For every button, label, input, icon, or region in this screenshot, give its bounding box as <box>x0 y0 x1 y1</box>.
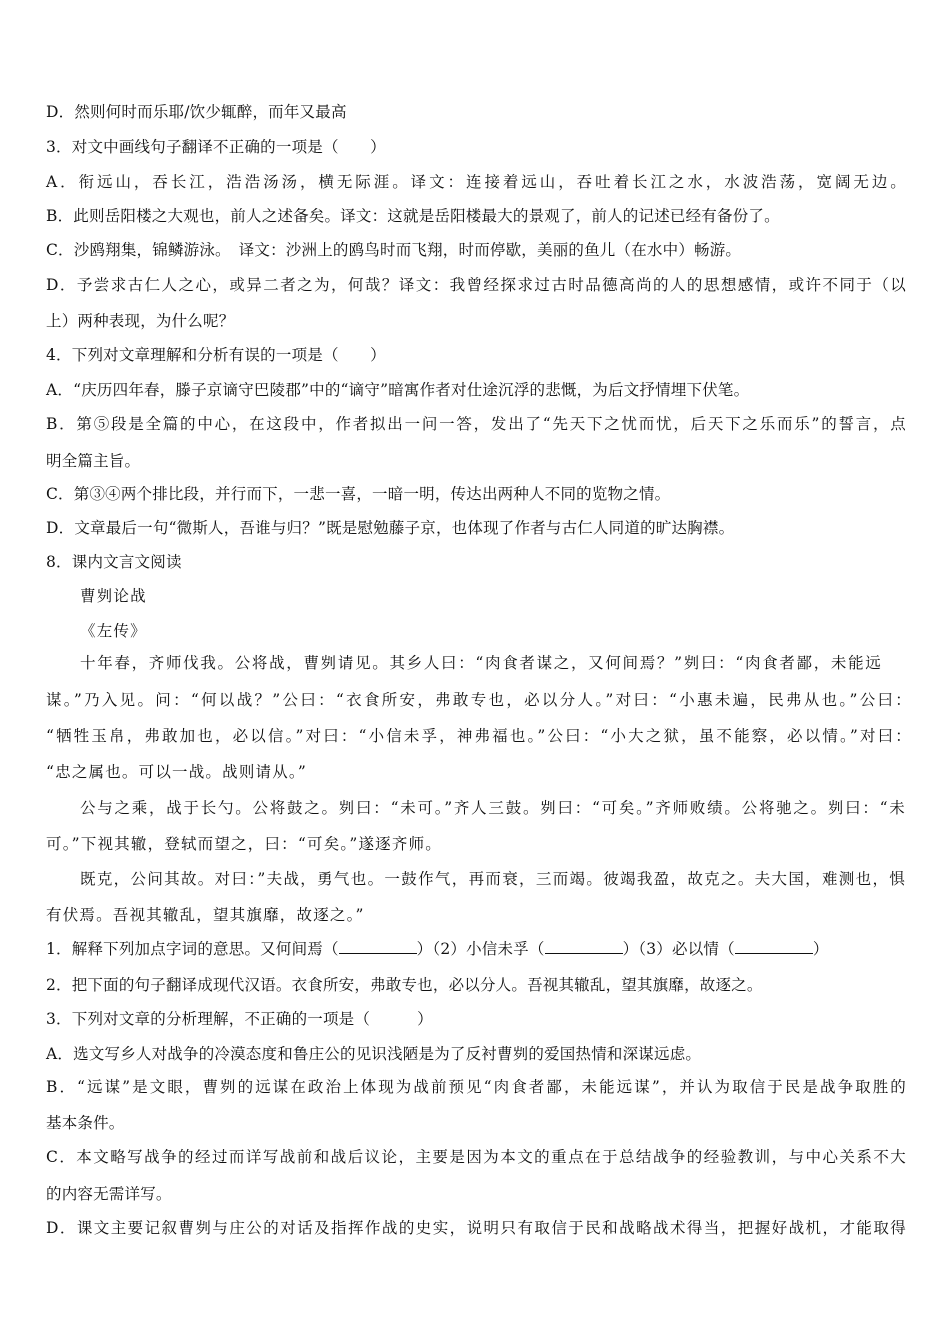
option-c-q3b-line1: C．本文略写战争的经过而详写战前和战后议论，主要是因为本文的重点在于总结战争的经验教训，与中心关系不大 <box>46 1148 906 1166</box>
passage-title: 曹刿论战 <box>80 587 147 605</box>
question-3-analysis: 3．下列对文章的分析理解，不正确的一项是（ ） <box>46 1010 433 1028</box>
passage-para3-line2: 有伏焉。吾视其辙乱，望其旗靡，故逐之。” <box>46 906 365 924</box>
section-8-heading: 8．课内文言文阅读 <box>46 553 182 571</box>
option-d-q3-line2: 上）两种表现，为什么呢？ <box>46 312 235 330</box>
q1-part2: ）（2）小信未孚（ <box>416 940 545 958</box>
question-1-explain <box>46 939 906 959</box>
question-3-translation: 3．对文中画线句子翻译不正确的一项是（ ） <box>46 138 386 156</box>
passage-para1-line2: 谋。”乃入见。问：“何以战？”公曰：“衣食所安，弗敢专也，必以分人。”对曰：“小惠未遍，民弗从也。”公曰： <box>46 691 912 709</box>
option-b-q3: B．此则岳阳楼之大观也，前人之述备矣。译文：这就是岳阳楼最大的景观了，前人的记述已经有备份了。 <box>46 207 780 225</box>
option-a-q3b: A．选文写乡人对战争的冷漠态度和鲁庄公的见识浅陋是为了反衬曹刿的爱国热情和深谋远虑。 <box>46 1045 702 1063</box>
option-c-q3: C．沙鸥翔集，锦鳞游泳。 译文：沙洲上的鸥鸟时而飞翔，时而停歇，美丽的鱼儿（在水中）畅游。 <box>46 241 742 259</box>
option-b-q3b-line2: 基本条件。 <box>46 1114 125 1132</box>
q1-prompt: 1．解释下列加点字词的意思。又何间焉（ <box>46 940 339 958</box>
option-d-q4: D．文章最后一句“微斯人，吾谁与归？”既是慰勉藤子京，也体现了作者与古仁人同道的旷达胸襟。 <box>46 519 735 537</box>
option-b-q3b-line1: B．“远谋”是文眼，曹刿的远谋在政治上体现为战前预见“肉食者鄙，未能远谋”，并认为取信于民是战争取胜的 <box>46 1078 906 1096</box>
question-4-analysis: 4．下列对文章理解和分析有误的一项是（ ） <box>46 346 386 364</box>
option-b-q4-line1: B．第⑤段是全篇的中心，在这段中，作者拟出一问一答，发出了“先天下之忧而忧，后天下之乐而乐”的誓言，点 <box>46 415 906 433</box>
q1-close: ） <box>812 940 829 958</box>
answer-blank-3[interactable] <box>735 939 813 954</box>
option-a-q3: A．衔远山，吞长江，浩浩汤汤，横无际涯。译文：连接着远山，吞吐着长江之水，水波浩荡，宽阔无边。 <box>46 173 906 191</box>
option-d-q3-line1: D．予尝求古仁人之心，或异二者之为，何哉？译文：我曾经探求过古时品德高尚的人的思想感情，或许不同于（以 <box>46 276 906 294</box>
option-c-q4: C．第③④两个排比段，并行而下，一悲一喜，一暗一明，传达出两种人不同的览物之情。 <box>46 485 671 503</box>
answer-blank-1[interactable] <box>339 939 417 954</box>
option-d-q3b-line1: D．课文主要记叙曹刿与庄公的对话及指挥作战的史实，说明只有取信于民和战略战术得当，把握好战机，才能取得 <box>46 1219 906 1237</box>
passage-para1-line3: “牺牲玉帛，弗敢加也，必以信。”对曰：“小信未孚，神弗福也。”公曰：“小大之狱，虽不能察，必以情。”对曰： <box>46 727 912 745</box>
q1-part3: ）（3）必以情（ <box>622 940 735 958</box>
passage-source: 《左传》 <box>80 622 147 640</box>
passage-para1-line4: “忠之属也。可以一战。战则请从。” <box>46 763 307 781</box>
passage-para2-line2: 可。”下视其辙，登轼而望之，曰：“可矣。”遂逐齐师。 <box>46 835 442 853</box>
option-a-q4: A．“庆历四年春，滕子京谪守巴陵郡”中的“谪守”暗寓作者对仕途沉浮的悲慨，为后文抒情埋下伏笔。 <box>46 381 750 399</box>
option-d-q2: D．然则何时而乐耶/饮少辄醉，而年又最高 <box>46 103 347 121</box>
passage-para2-line1: 公与之乘，战于长勺。公将鼓之。刿曰：“未可。”齐人三鼓。刿曰：“可矣。”齐师败绩。公将驰之。刿曰：“未 <box>80 799 906 817</box>
passage-para3-line1: 既克，公问其故。对曰：”夫战，勇气也。一鼓作气，再而衰，三而竭。彼竭我盈，故克之。夫大国，难测也，惧 <box>80 870 906 888</box>
passage-para1-line1: 十年春，齐师伐我。公将战，曹刿请见。其乡人曰：“肉食者谋之，又何间焉？”刿曰：“肉食者鄙，未能远 <box>80 654 882 672</box>
answer-blank-2[interactable] <box>545 939 623 954</box>
question-2-translate: 2．把下面的句子翻译成现代汉语。衣食所安，弗敢专也，必以分人。吾视其辙乱，望其旗靡，故逐之。 <box>46 976 763 994</box>
option-b-q4-line2: 明全篇主旨。 <box>46 452 141 470</box>
option-c-q3b-line2: 的内容无需详写。 <box>46 1185 172 1203</box>
